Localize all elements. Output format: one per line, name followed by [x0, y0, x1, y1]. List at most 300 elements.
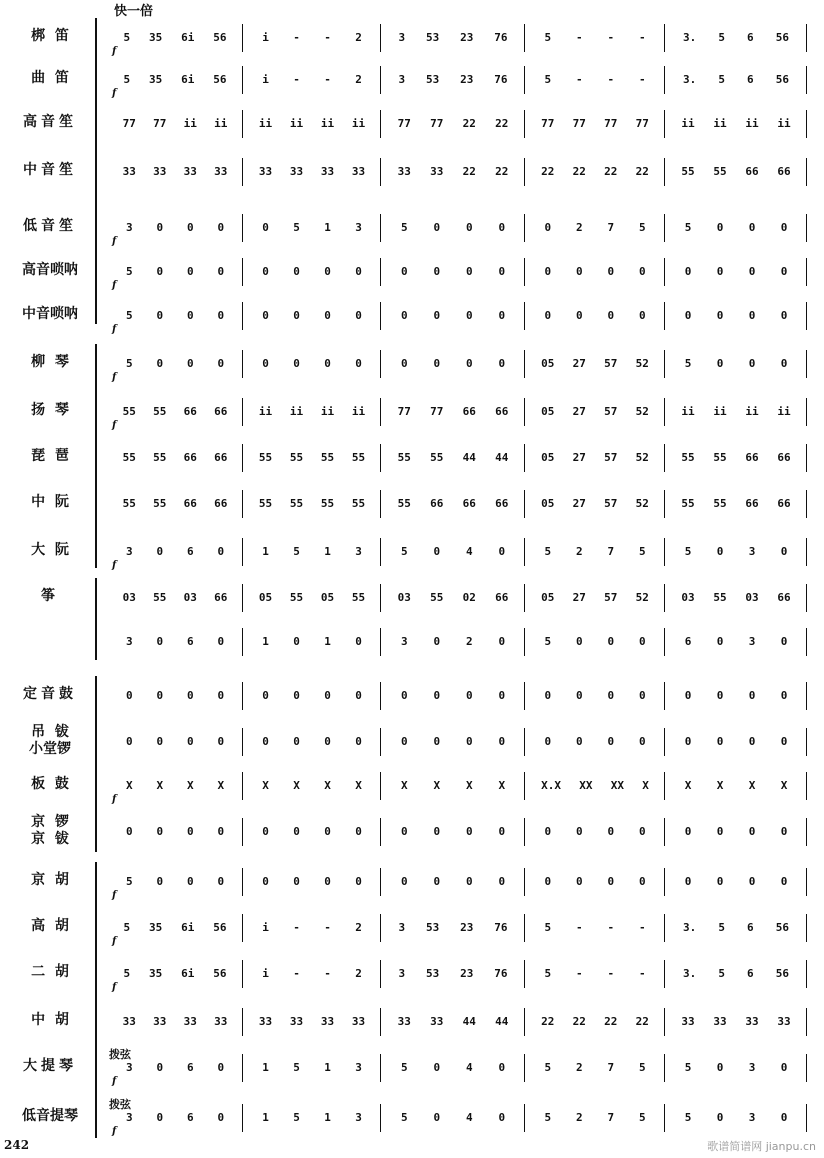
note-group: 0 [607, 308, 615, 322]
measure [114, 112, 236, 134]
instrument-row [0, 812, 824, 852]
barline [664, 1104, 665, 1132]
note-group: 0 [638, 308, 646, 322]
note-group: 0 [355, 264, 362, 278]
barline [524, 158, 525, 186]
note-group: 35 [148, 966, 163, 980]
note-group: 0 [544, 734, 552, 748]
note-group: 53 [425, 72, 440, 86]
measure [250, 68, 374, 90]
note-group: X [684, 778, 692, 792]
measure [672, 1010, 800, 1032]
measure [250, 26, 374, 48]
note-group: i [262, 72, 269, 86]
note-group: 33 [713, 1014, 727, 1028]
note-group: 77 [572, 116, 586, 130]
note-group: 0 [638, 734, 646, 748]
note-group: 0 [324, 264, 331, 278]
note-group: 0 [780, 874, 788, 888]
measure [388, 1010, 518, 1032]
section-bracket [95, 344, 101, 568]
note-group: 57 [604, 590, 618, 604]
note-group: 76 [494, 72, 508, 86]
note-group: 0 [125, 734, 133, 748]
measure [672, 630, 800, 652]
note-group: i [262, 30, 269, 44]
note-group: 5 [125, 308, 133, 322]
barline [524, 258, 525, 286]
barline [242, 1008, 243, 1036]
note-group: 0 [498, 544, 506, 558]
note-group: 44 [495, 450, 509, 464]
note-group: 55 [289, 590, 304, 604]
note-group: 66 [462, 496, 476, 510]
barline [242, 350, 243, 378]
instrument-label: 定音鼓 [23, 686, 77, 702]
note-group: 0 [324, 356, 331, 370]
note-group: 0 [638, 874, 646, 888]
note-group: 3 [398, 72, 406, 86]
dynamic-marking: f [112, 936, 117, 947]
instrument-label: 高音笙 [23, 114, 77, 130]
note-group: 0 [465, 264, 473, 278]
instrument-row [0, 1098, 824, 1138]
note-group: XX [610, 778, 624, 792]
barline [380, 960, 381, 988]
barline [664, 110, 665, 138]
barline [242, 538, 243, 566]
measure [532, 870, 658, 892]
instrument-label: 低音笙 [23, 218, 77, 234]
note-group: - [607, 30, 615, 44]
note-group: 0 [748, 824, 756, 838]
note-group: 03 [745, 590, 759, 604]
note-group: 3 [398, 920, 406, 934]
instrument-label: 板 鼓 [31, 776, 69, 792]
note-group: 0 [262, 688, 269, 702]
section-bracket [95, 578, 101, 660]
note-group: 4 [465, 1110, 473, 1124]
note-group: 33 [351, 1014, 366, 1028]
measure [114, 68, 236, 90]
note-group: 3 [125, 220, 133, 234]
note-group: 0 [125, 688, 133, 702]
note-group: 55 [153, 496, 167, 510]
note-group: 05 [541, 356, 555, 370]
note-group: 5 [718, 72, 725, 86]
note-group: 5 [125, 356, 133, 370]
dynamic-marking: f [112, 372, 117, 383]
barline [806, 682, 807, 710]
measure [250, 160, 374, 182]
measure [250, 916, 374, 938]
note-group: 66 [183, 450, 197, 464]
measure [250, 540, 374, 562]
instrument-label: 柳 琴 [31, 354, 69, 370]
note-group: - [575, 966, 583, 980]
barline [380, 1054, 381, 1082]
barline [806, 1054, 807, 1082]
measure [250, 1106, 374, 1128]
measure [114, 774, 236, 796]
note-group: 0 [575, 874, 583, 888]
note-group: 7 [607, 544, 615, 558]
note-group: X [400, 778, 408, 792]
note-group: 76 [494, 920, 508, 934]
measure [114, 1010, 236, 1032]
note-group: 6 [186, 634, 194, 648]
barline [242, 584, 243, 612]
barline [380, 24, 381, 52]
note-group: 33 [153, 1014, 167, 1028]
measure [250, 304, 374, 326]
note-group: 0 [748, 688, 756, 702]
note-group: 66 [777, 590, 791, 604]
instrument-row [0, 766, 824, 806]
note-group: 0 [780, 220, 788, 234]
note-group: 0 [433, 688, 441, 702]
barline [524, 110, 525, 138]
note-group: X [780, 778, 788, 792]
instrument-row [0, 908, 824, 948]
barline [524, 628, 525, 656]
measure [250, 1010, 374, 1032]
measure [532, 216, 658, 238]
note-group: 53 [425, 920, 440, 934]
measure [672, 774, 800, 796]
note-group: 5 [400, 220, 408, 234]
measure [388, 68, 518, 90]
measure [532, 684, 658, 706]
note-group: 5 [638, 220, 646, 234]
note-group: 0 [400, 356, 408, 370]
measure [250, 400, 374, 422]
note-group: 05 [541, 590, 555, 604]
note-group: 02 [462, 590, 476, 604]
measure [114, 916, 236, 938]
note-group: 0 [638, 634, 646, 648]
barline [664, 350, 665, 378]
measure [250, 1056, 374, 1078]
barline [380, 728, 381, 756]
note-group: 6 [684, 634, 692, 648]
note-group: 0 [293, 308, 300, 322]
measure [672, 68, 800, 90]
measure [532, 112, 658, 134]
barline [380, 818, 381, 846]
note-group: 3 [748, 1060, 756, 1074]
note-group: 0 [465, 688, 473, 702]
instrument-label: 大提琴 [23, 1058, 77, 1074]
barline [242, 66, 243, 94]
note-group: 5 [125, 874, 133, 888]
note-group: 33 [397, 1014, 411, 1028]
note-group: 0 [293, 824, 300, 838]
note-group: 0 [293, 264, 300, 278]
note-group: 7 [607, 1110, 615, 1124]
note-group: 0 [638, 688, 646, 702]
barline [242, 110, 243, 138]
instrument-label: 吊 钹 小堂锣 [29, 724, 71, 757]
note-group: 0 [324, 874, 331, 888]
note-group: ii [289, 116, 304, 130]
note-group: 2 [575, 544, 583, 558]
note-group: 0 [156, 308, 164, 322]
note-group: X [465, 778, 473, 792]
note-group: 55 [430, 590, 444, 604]
dynamic-marking: f [112, 890, 117, 901]
note-group: 6i [181, 72, 195, 86]
note-group: 0 [748, 220, 756, 234]
note-group: 3. [683, 72, 697, 86]
barline [664, 490, 665, 518]
note-group: 55 [351, 590, 366, 604]
note-group: 05 [541, 404, 555, 418]
note-group: 33 [214, 1014, 228, 1028]
barline [806, 258, 807, 286]
note-group: 27 [572, 404, 586, 418]
note-group: - [575, 920, 583, 934]
note-group: 0 [748, 356, 756, 370]
note-group: 1 [262, 634, 269, 648]
barline [380, 1104, 381, 1132]
note-group: ii [320, 116, 335, 130]
barline [524, 868, 525, 896]
note-group: 56 [213, 920, 227, 934]
instrument-label: 中 胡 [31, 1012, 69, 1028]
measure [388, 684, 518, 706]
barline [806, 350, 807, 378]
note-group: 0 [217, 634, 225, 648]
note-group: 5 [123, 30, 131, 44]
note-group: 0 [400, 874, 408, 888]
barline [524, 584, 525, 612]
note-group: 0 [355, 824, 362, 838]
measure [250, 216, 374, 238]
barline [806, 1008, 807, 1036]
note-group: 53 [425, 30, 440, 44]
barline [242, 398, 243, 426]
note-group: 1 [324, 1060, 331, 1074]
note-group: 0 [262, 308, 269, 322]
note-group: 27 [572, 450, 586, 464]
note-group: 0 [433, 264, 441, 278]
note-group: 22 [635, 1014, 649, 1028]
note-group: 0 [498, 634, 506, 648]
note-group: 55 [397, 496, 411, 510]
measure [532, 26, 658, 48]
barline [664, 66, 665, 94]
note-group: 66 [495, 496, 509, 510]
note-group: 0 [716, 308, 724, 322]
note-group: 0 [465, 220, 473, 234]
dynamic-marking: f [112, 236, 117, 247]
barline [806, 584, 807, 612]
measure [672, 304, 800, 326]
note-group: 33 [258, 1014, 273, 1028]
measure [388, 112, 518, 134]
note-group: 0 [498, 220, 506, 234]
note-group: 35 [148, 72, 163, 86]
note-group: 66 [495, 404, 509, 418]
measure [532, 492, 658, 514]
note-group: 5 [400, 1110, 408, 1124]
note-group: 0 [780, 1060, 788, 1074]
barline [380, 110, 381, 138]
note-group: 55 [153, 590, 167, 604]
note-group: 0 [156, 356, 164, 370]
note-group: 33 [214, 164, 228, 178]
measure [250, 870, 374, 892]
playing-technique: 拨弦 [109, 1098, 131, 1111]
note-group: 0 [433, 634, 441, 648]
note-group: 3 [748, 634, 756, 648]
instrument-row [0, 862, 824, 902]
note-group: 33 [745, 1014, 759, 1028]
note-group: 52 [635, 496, 649, 510]
measure [388, 586, 518, 608]
note-group: 2 [355, 966, 362, 980]
measure [672, 962, 800, 984]
note-group: 76 [494, 30, 508, 44]
dynamic-marking: f [112, 794, 117, 805]
note-group: 66 [214, 496, 228, 510]
measure [388, 1106, 518, 1128]
note-group: ii [713, 116, 727, 130]
note-group: ii [745, 116, 759, 130]
note-group: 5 [123, 72, 131, 86]
barline [242, 682, 243, 710]
note-group: 0 [433, 824, 441, 838]
note-group: 33 [122, 164, 136, 178]
note-group: 03 [681, 590, 695, 604]
note-group: 22 [635, 164, 649, 178]
barline [524, 914, 525, 942]
note-group: 56 [775, 72, 789, 86]
barline [524, 350, 525, 378]
note-group: 0 [498, 264, 506, 278]
measure [532, 446, 658, 468]
instrument-row [0, 208, 824, 248]
note-group: 3 [400, 634, 408, 648]
measure [672, 160, 800, 182]
measure [672, 586, 800, 608]
measure [114, 630, 236, 652]
measure [532, 916, 658, 938]
barline [242, 444, 243, 472]
note-group: - [607, 966, 615, 980]
note-group: 0 [575, 308, 583, 322]
barline [806, 214, 807, 242]
note-group: 4 [465, 544, 473, 558]
barline [664, 302, 665, 330]
barline [242, 258, 243, 286]
note-group: 5 [544, 966, 552, 980]
barline [524, 682, 525, 710]
measure [388, 630, 518, 652]
measure [114, 820, 236, 842]
note-group: 3 [125, 1110, 133, 1124]
note-group: ii [681, 404, 695, 418]
measure [672, 820, 800, 842]
note-group: 03 [183, 590, 197, 604]
note-group: 55 [713, 450, 727, 464]
measure [532, 352, 658, 374]
note-group: 27 [572, 356, 586, 370]
note-group: 33 [777, 1014, 791, 1028]
note-group: 0 [498, 356, 506, 370]
barline [242, 914, 243, 942]
note-group: ii [258, 116, 273, 130]
note-group: 4 [465, 1060, 473, 1074]
barline [242, 818, 243, 846]
note-group: 0 [684, 308, 692, 322]
note-group: 0 [156, 688, 164, 702]
note-group: 3 [398, 966, 406, 980]
note-group: - [638, 920, 646, 934]
barline [380, 1008, 381, 1036]
measure [388, 916, 518, 938]
barline [806, 1104, 807, 1132]
barline [664, 214, 665, 242]
measure [388, 540, 518, 562]
note-group: 5 [684, 220, 692, 234]
note-group: 5 [684, 1110, 692, 1124]
note-group: X [355, 778, 362, 792]
measure [114, 352, 236, 374]
note-group: 5 [544, 544, 552, 558]
barline [664, 258, 665, 286]
note-group: 0 [684, 874, 692, 888]
note-group: 52 [635, 404, 649, 418]
note-group: 5 [684, 544, 692, 558]
instrument-label: 低音提琴 [22, 1108, 78, 1124]
measure [388, 260, 518, 282]
note-group: 5 [123, 920, 131, 934]
measure [250, 352, 374, 374]
barline [806, 24, 807, 52]
barline [242, 1104, 243, 1132]
note-group: 3 [748, 1110, 756, 1124]
note-group: 1 [262, 544, 269, 558]
note-group: 0 [433, 544, 441, 558]
note-group: 0 [400, 824, 408, 838]
note-group: X [217, 778, 225, 792]
note-group: - [575, 72, 583, 86]
note-group: 0 [355, 308, 362, 322]
measure [114, 160, 236, 182]
note-group: ii [681, 116, 695, 130]
note-group: 03 [397, 590, 411, 604]
measure [672, 216, 800, 238]
note-group: 0 [217, 264, 225, 278]
measure [388, 730, 518, 752]
instrument-label: 琵 琶 [31, 448, 69, 464]
measure [672, 446, 800, 468]
measure [250, 630, 374, 652]
note-group: 0 [607, 264, 615, 278]
barline [524, 1054, 525, 1082]
note-group: - [293, 966, 300, 980]
instrument-label: 扬 琴 [31, 402, 69, 418]
dynamic-marking: f [112, 1076, 117, 1087]
instrument-row [0, 484, 824, 524]
note-group: 1 [262, 1110, 269, 1124]
measure [672, 916, 800, 938]
note-group: 0 [293, 734, 300, 748]
measure [114, 1056, 236, 1078]
section-bracket [95, 676, 101, 852]
